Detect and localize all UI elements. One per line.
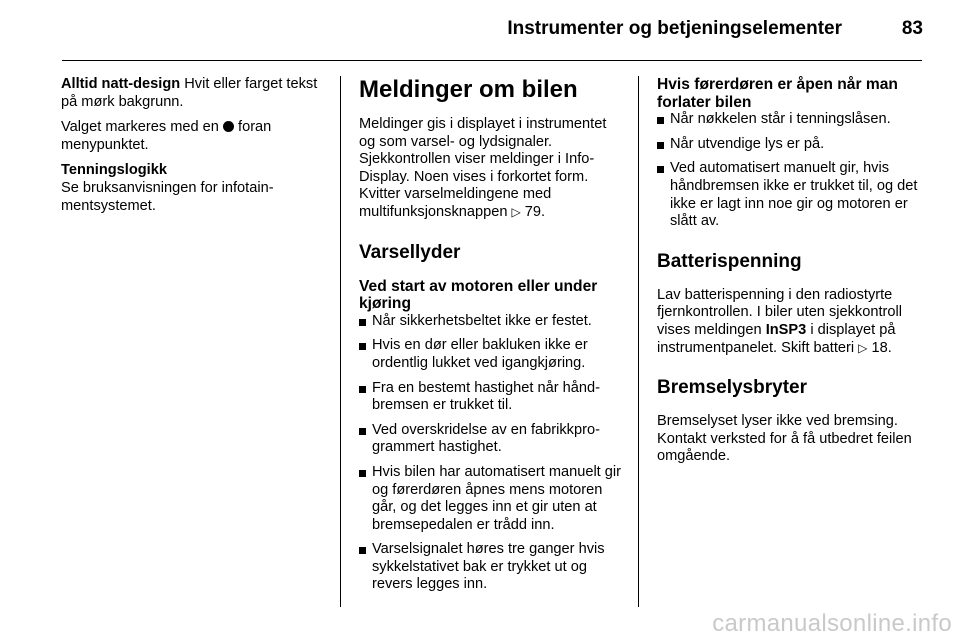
list-item: Hvis bilen har automatisert manuelt gir og førerdøren åpnes mens motoren går, og det legges inn et gir uten at bremsepedalen er trådd inn. <box>359 464 624 534</box>
section-title-warning-sounds: Varsellyder <box>359 241 461 263</box>
column-divider-1 <box>340 76 341 607</box>
list-item: Ved overskridelse av en fabrikkprogrammert hastighet. <box>359 422 624 457</box>
battery-text-after: i displayet på instrumentpanelet. Skift batteri <box>657 321 896 356</box>
vehicle-messages-intro <box>359 116 624 222</box>
battery-code: InSP3 <box>765 321 807 338</box>
header-divider <box>62 60 922 61</box>
marked-text-before: Valget markeres med en <box>61 119 223 136</box>
marked-paragraph <box>61 119 323 154</box>
ignition-logic-heading: Tenningslogikk <box>61 162 167 179</box>
section-title-brake-switch: Bremselysbryter <box>657 377 807 399</box>
section-title-vehicle-messages: Meldinger om bilen <box>359 76 578 103</box>
page-title: Instrumenter og betjeningselementer <box>507 18 842 39</box>
list-item: Når utvendige lys er på. <box>657 136 922 154</box>
night-design-term: Alltid natt-design <box>61 76 181 92</box>
list-item: Hvis en dør eller bakluken ikke er ordentlig lukket ved igangkjøring. <box>359 337 624 372</box>
night-design-text: Hvit eller farget tekst på mørk bakgrunn. <box>61 76 318 110</box>
watermark: carmanualsonline.info <box>712 610 952 637</box>
intro-text: Meldinger gis i displayet i instrumentet og som varsel- og lydsignaler. Sjekkontrollen viser meldinger i Info-Display. Noen vises i forkortet form. Kvitter varselmeldingene med multifunksjonsknappen <box>359 116 607 220</box>
subheading-start-engine: Ved start av motoren eller under kjøring <box>359 277 598 313</box>
list-item: Når nøkkelen står i tenningslåsen. <box>657 111 922 129</box>
battery-text-before: Lav batterispenning i den radiostyrte fjernkontrollen. I biler uten sjekkontroll vises meldingen <box>657 286 902 338</box>
list-item: Fra en bestemt hastighet når håndbremsen er trukket til. <box>359 380 624 415</box>
battery-paragraph <box>657 287 922 357</box>
page-header <box>0 0 960 60</box>
warning-sound-list <box>359 313 624 594</box>
ref-arrow-icon: ▷ <box>858 340 868 355</box>
column-right <box>657 76 922 474</box>
filled-circle-icon <box>223 121 234 132</box>
page-number: 83 <box>901 18 923 39</box>
ref-arrow-icon: ▷ <box>511 204 521 219</box>
marked-text-after: foran menypunktet. <box>61 119 272 153</box>
column-divider-2 <box>638 76 639 607</box>
subheading-driver-door: Hvis førerdøren er åpen når man forlater bilen <box>657 76 898 111</box>
ignition-logic-text: Se bruksanvisningen for infotainmentsystemet. <box>61 179 274 214</box>
list-item: Varselsignalet høres tre ganger hvis sykkelstativet bak er trykket ut og revers legges inn. <box>359 541 624 594</box>
list-item: Når sikkerhetsbeltet ikke er festet. <box>359 313 624 331</box>
intro-ref-page: 79. <box>520 203 546 220</box>
brake-switch-text: Bremselyset lyser ikke ved bremsing. Kontakt verksted for å få utbedret feilen omgående. <box>657 413 912 465</box>
battery-ref-page: 18. <box>867 339 892 356</box>
night-design-paragraph <box>61 76 323 111</box>
section-title-battery: Batterispenning <box>657 250 802 272</box>
list-item: Ved automatisert manuelt gir, hvis håndbremsen ikke er trukket til, og det ikke er lagt inn noe gir og motoren er slått av. <box>657 160 922 230</box>
column-middle <box>359 76 624 601</box>
driver-door-list <box>657 111 922 231</box>
column-left <box>61 76 323 223</box>
